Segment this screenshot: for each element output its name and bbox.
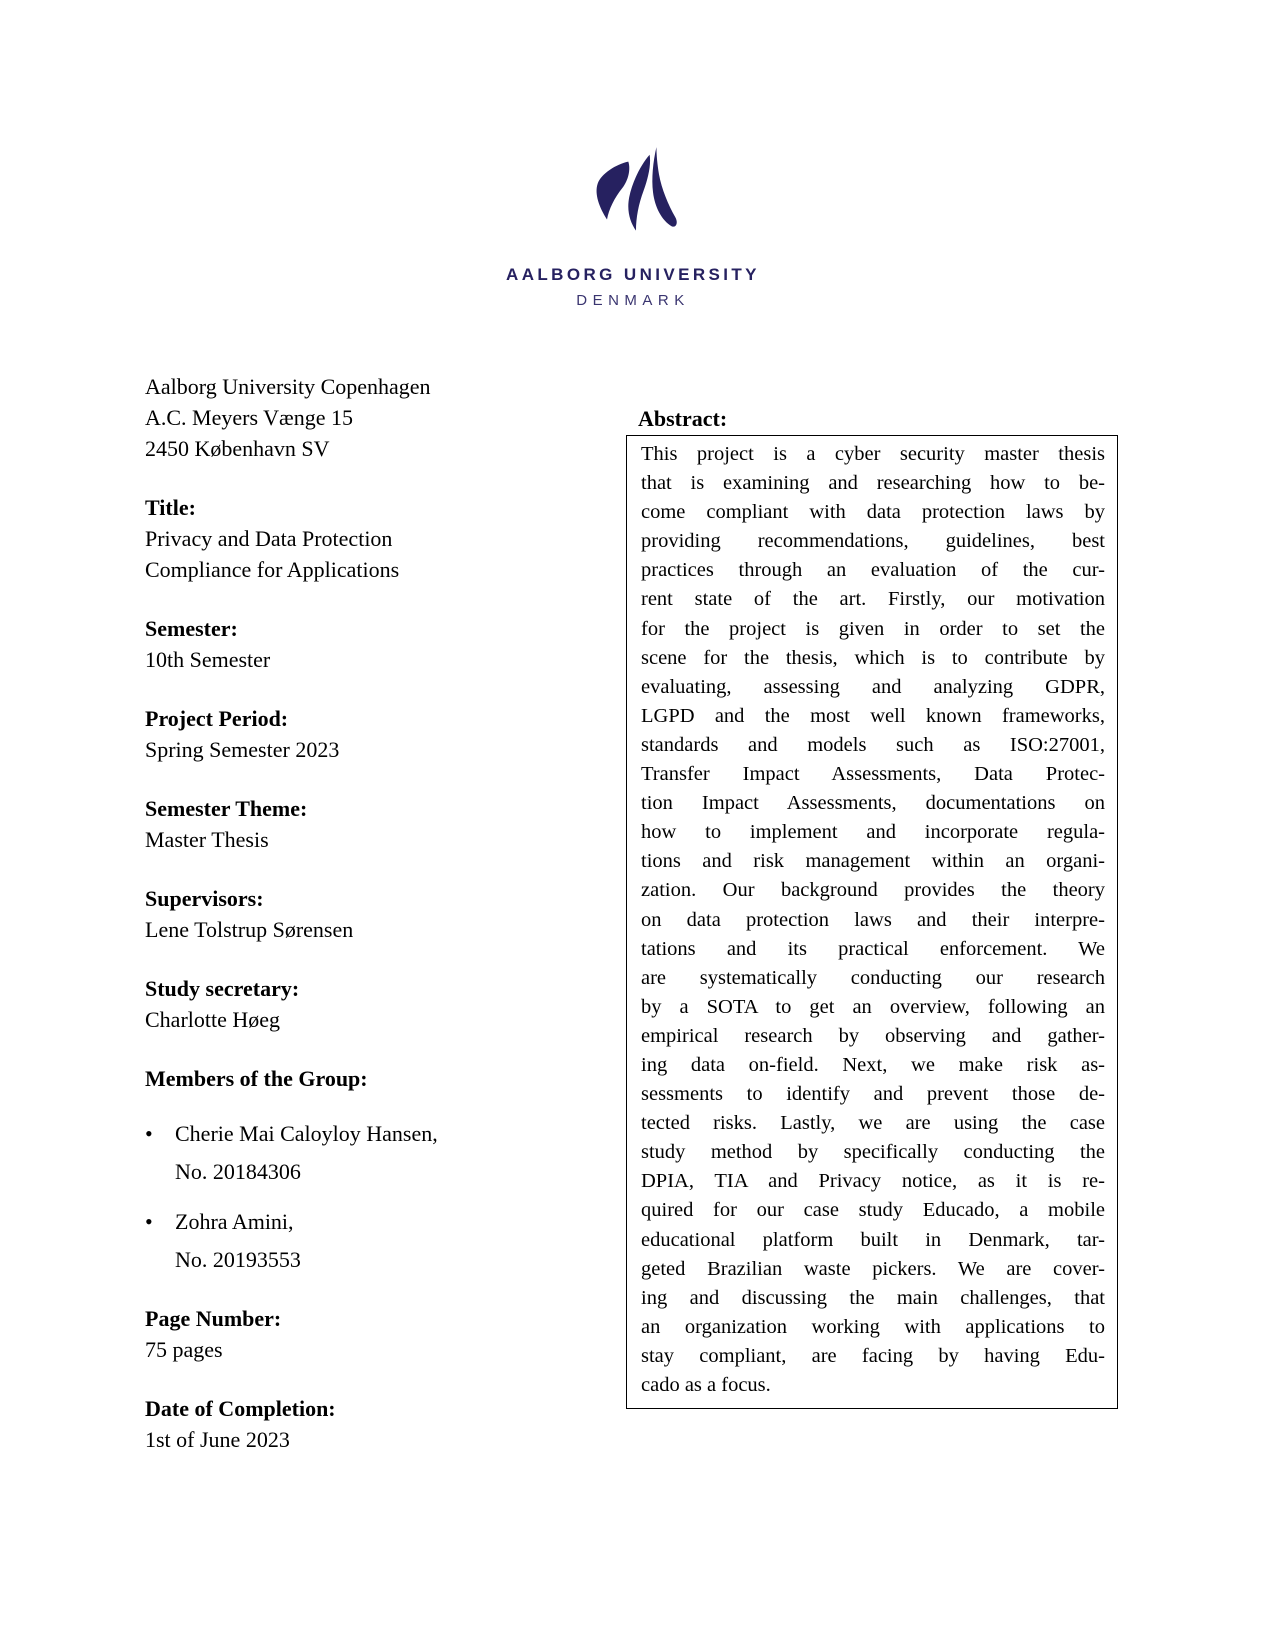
abstract-line: sessments to identify and prevent those de-: [641, 1083, 1105, 1106]
university-logo-block: [433, 131, 833, 309]
supervisors-label: Supervisors:: [145, 886, 264, 911]
university-country: DENMARK: [576, 292, 690, 309]
abstract-line: zation. Our background provides the theory: [641, 879, 1105, 902]
supervisors-value: Lene Tolstrup Sørensen: [145, 917, 354, 942]
page-number-section: [145, 1303, 585, 1365]
abstract-line: rent state of the art. Firstly, our motivation: [641, 588, 1105, 611]
semester-theme-value: Master Thesis: [145, 827, 269, 852]
abstract-line: ing and discussing the main challenges, that: [641, 1286, 1105, 1309]
member-item: [145, 1206, 585, 1275]
title-label: Title:: [145, 495, 196, 520]
members-list: [145, 1118, 585, 1275]
study-secretary-value: Charlotte Høeg: [145, 1007, 281, 1032]
study-secretary-label: Study secretary:: [145, 976, 300, 1001]
semester-section: [145, 613, 585, 675]
member-number: No. 20193553: [175, 1247, 301, 1272]
semester-theme-label: Semester Theme:: [145, 796, 308, 821]
thesis-title-line: Compliance for Applications: [145, 557, 400, 582]
abstract-line: practices through an evaluation of the cur-: [641, 559, 1105, 582]
abstract-line: DPIA, TIA and Privacy notice, as it is re-: [641, 1170, 1105, 1193]
abstract-line: This project is a cyber security master thesis: [641, 443, 1105, 465]
member-name: Cherie Mai Caloyloy Hansen,: [175, 1121, 438, 1146]
bullet-icon: •: [145, 1209, 153, 1234]
abstract-line: for the project is given in order to set the: [641, 617, 1105, 640]
abstract-line: cado as a focus.: [641, 1374, 771, 1396]
university-name: AALBORG UNIVERSITY: [506, 265, 760, 284]
abstract-box: [626, 435, 1118, 1409]
members-label: Members of the Group:: [145, 1066, 368, 1091]
abstract-line: providing recommendations, guidelines, best: [641, 530, 1105, 553]
abstract-line: evaluating, assessing and analyzing GDPR,: [641, 675, 1105, 698]
member-name-row: [145, 1118, 585, 1149]
project-period-value: Spring Semester 2023: [145, 737, 340, 762]
semester-value: 10th Semester: [145, 647, 271, 672]
project-period-section: [145, 703, 585, 765]
abstract-line: by a SOTA to get an overview, following an: [641, 995, 1105, 1018]
supervisors-section: [145, 883, 585, 945]
abstract-line: educational platform built in Denmark, tar-: [641, 1228, 1105, 1251]
abstract-column: [626, 404, 1126, 1409]
date-of-completion-value: 1st of June 2023: [145, 1427, 290, 1452]
member-name-row: [145, 1206, 585, 1237]
address-line: A.C. Meyers Vænge 15: [145, 405, 353, 430]
study-secretary-section: [145, 973, 585, 1035]
member-item: [145, 1118, 585, 1187]
abstract-line: tected risks. Lastly, we are using the case: [641, 1112, 1105, 1135]
abstract-line: standards and models such as ISO:27001,: [641, 733, 1105, 756]
abstract-line: LGPD and the most well known frameworks,: [641, 704, 1105, 727]
date-of-completion-label: Date of Completion:: [145, 1396, 336, 1421]
abstract-line: tations and its practical enforcement. We: [641, 937, 1105, 960]
abstract-line: that is examining and researching how to be-: [641, 472, 1105, 495]
abstract-line: quired for our case study Educado, a mobile: [641, 1199, 1105, 1222]
abstract-line: geted Brazilian waste pickers. We are cover-: [641, 1257, 1105, 1280]
semester-label: Semester:: [145, 616, 238, 641]
aau-swoosh-logo-icon: [584, 131, 682, 239]
member-number: No. 20184306: [175, 1159, 301, 1184]
abstract-line: scene for the thesis, which is to contribute by: [641, 646, 1105, 669]
abstract-line: an organization working with applications to: [641, 1315, 1105, 1338]
project-period-label: Project Period:: [145, 706, 289, 731]
info-column: [145, 371, 585, 1455]
abstract-line: on data protection laws and their interpre-: [641, 908, 1105, 931]
semester-theme-section: [145, 793, 585, 855]
abstract-line: ing data on-field. Next, we make risk as-: [641, 1053, 1105, 1076]
title-section: [145, 492, 585, 585]
bullet-icon: •: [145, 1121, 153, 1146]
address-line: 2450 København SV: [145, 436, 330, 461]
abstract-line: tion Impact Assessments, documentations on: [641, 792, 1105, 815]
member-name: Zohra Amini,: [175, 1209, 294, 1234]
abstract-line: come compliant with data protection laws by: [641, 501, 1105, 524]
abstract-line: are systematically conducting our research: [641, 966, 1105, 989]
thesis-title-line: Privacy and Data Protection: [145, 526, 393, 551]
page-number-value: 75 pages: [145, 1337, 223, 1362]
address-line: Aalborg University Copenhagen: [145, 374, 431, 399]
abstract-line: tions and risk management within an organi-: [641, 850, 1105, 873]
abstract-line: Transfer Impact Assessments, Data Protec-: [641, 763, 1105, 786]
abstract-label: Abstract:: [638, 406, 728, 431]
abstract-line: how to implement and incorporate regula-: [641, 821, 1105, 844]
date-of-completion-section: [145, 1393, 585, 1455]
address-block: [145, 371, 585, 464]
page-number-label: Page Number:: [145, 1306, 282, 1331]
abstract-line: stay compliant, are facing by having Edu-: [641, 1344, 1105, 1367]
abstract-line: study method by specifically conducting the: [641, 1141, 1105, 1164]
abstract-line: empirical research by observing and gather-: [641, 1024, 1105, 1047]
members-section: [145, 1063, 585, 1275]
